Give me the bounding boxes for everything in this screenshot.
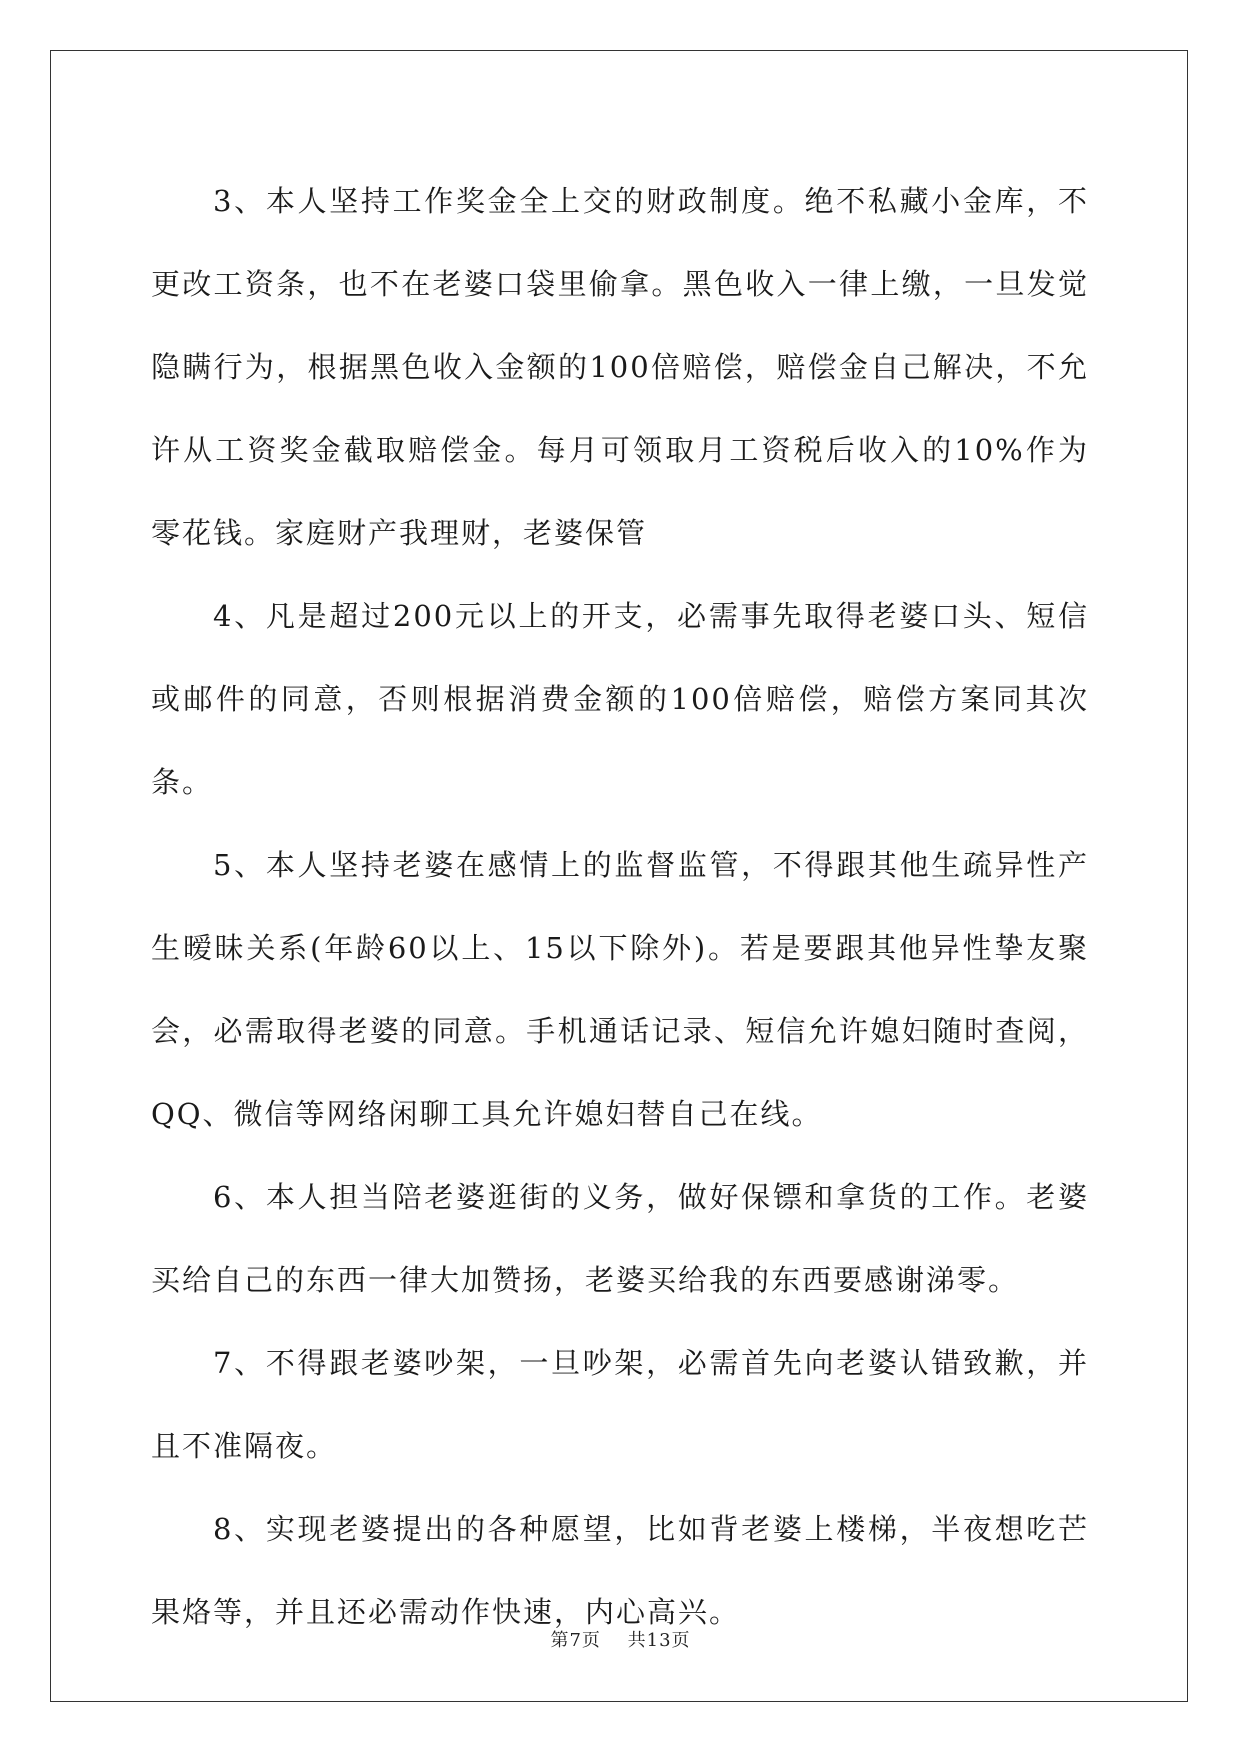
paragraph-3: 3、本人坚持工作奖金全上交的财政制度。绝不私藏小金库，不更改工资条，也不在老婆口袋里偷拿。黑色收入一律上缴，一旦发觉隐瞒行为，根据黑色收入金额的100倍赔偿，赔偿金自己解决，不允许从工资奖金截取赔偿金。每月可领取月工资税后收入的10%作为零花钱。家庭财产我理财，老婆保管 (151, 184, 1089, 550)
paragraph-5: 5、本人坚持老婆在感情上的监督监管，不得跟其他生疏异性产生暧昧关系(年龄60以上、15以下除外)。若是要跟其他异性挚友聚会，必需取得老婆的同意。手机通话记录、短信允许媳妇随时查阅，QQ、微信等网络闲聊工具允许媳妇替自己在线。 (151, 848, 1089, 1131)
page-footer (0, 1626, 1241, 1652)
paragraph-7: 7、不得跟老婆吵架，一旦吵架，必需首先向老婆认错致歉，并且不准隔夜。 (151, 1346, 1089, 1463)
total-pages-label: 共13页 (627, 1630, 691, 1651)
document-body (151, 160, 1089, 1654)
paragraph-8: 8、实现老婆提出的各种愿望，比如背老婆上楼梯，半夜想吃芒果烙等，并且还必需动作快速，内心高兴。 (151, 1512, 1089, 1629)
paragraph-6: 6、本人担当陪老婆逛街的义务，做好保镖和拿货的工作。老婆买给自己的东西一律大加赞扬，老婆买给我的东西要感谢涕零。 (151, 1180, 1089, 1297)
current-page-label: 第7页 (550, 1630, 601, 1651)
paragraph-4: 4、凡是超过200元以上的开支，必需事先取得老婆口头、短信或邮件的同意，否则根据消费金额的100倍赔偿，赔偿方案同其次条。 (151, 599, 1089, 799)
